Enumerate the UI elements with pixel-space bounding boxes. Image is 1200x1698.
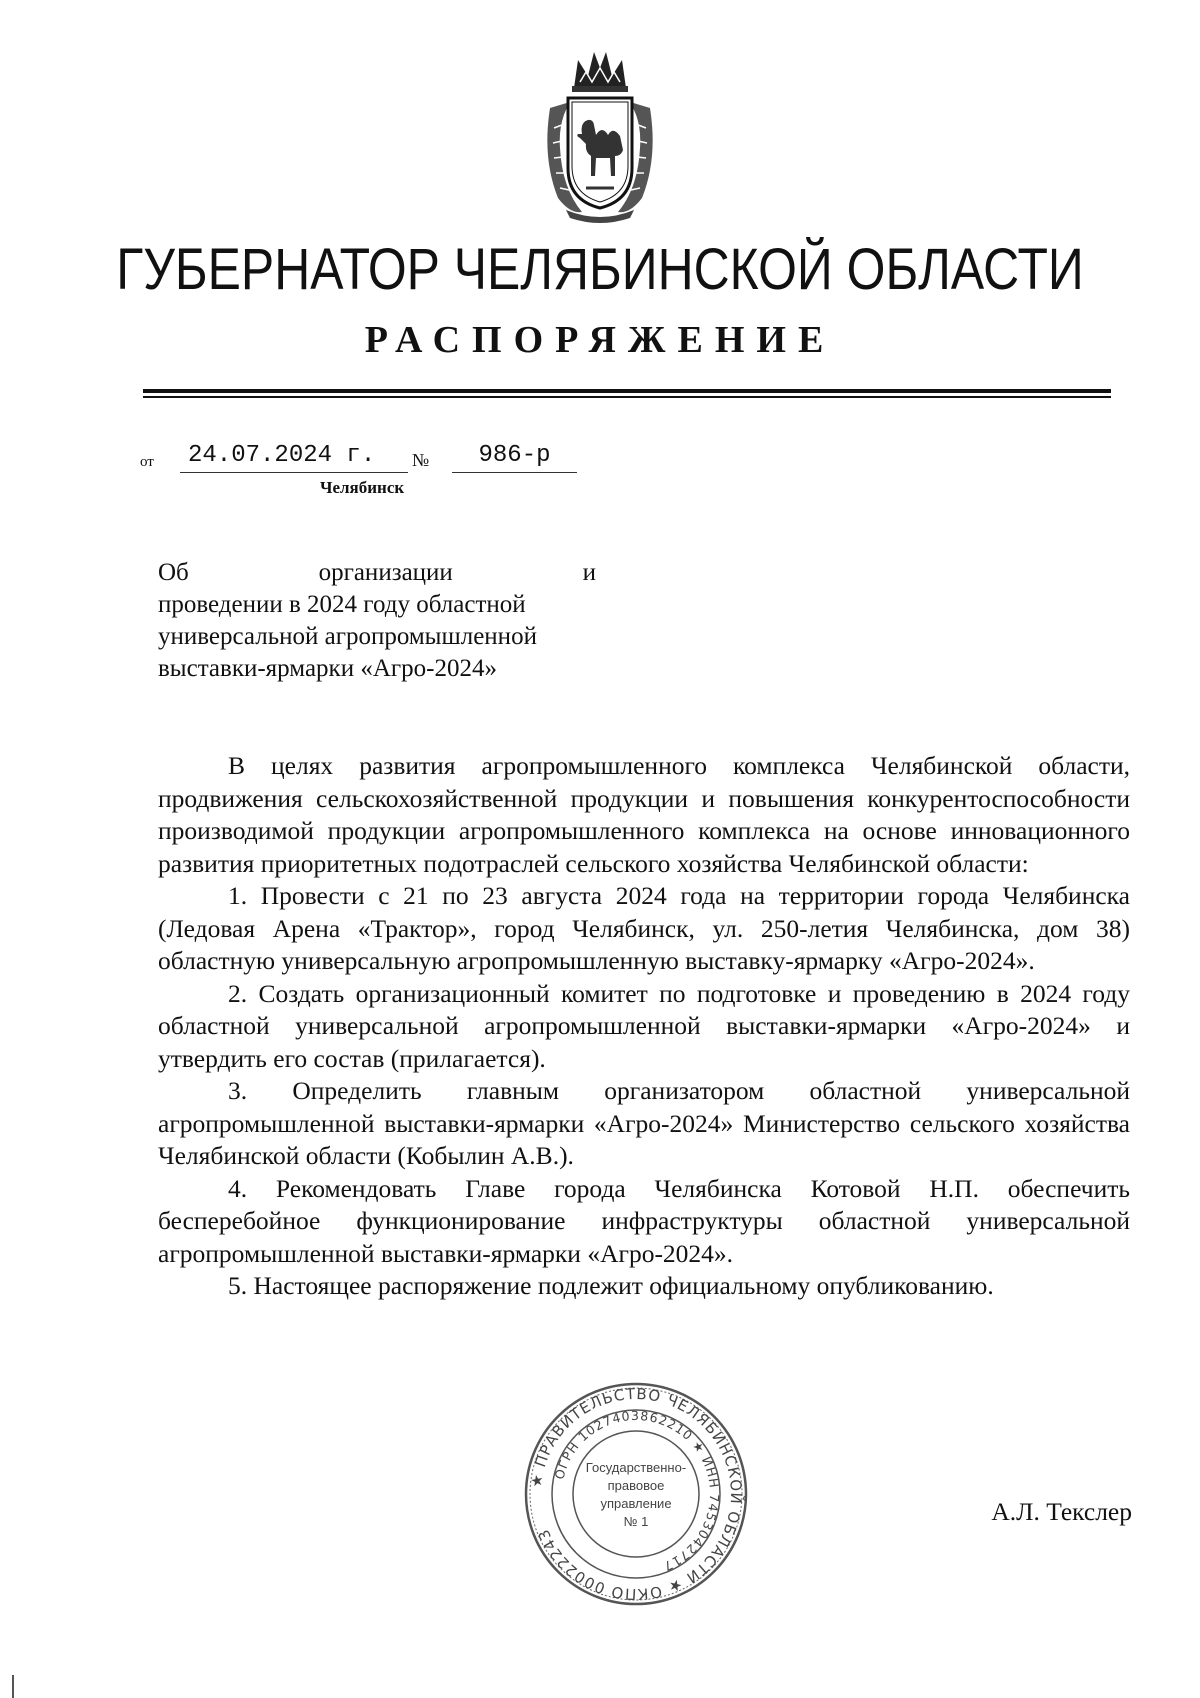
subject-line: Об организации и — [158, 559, 596, 586]
stamp-outer-text: ★ ПРАВИТЕЛЬСТВО ЧЕЛЯБИНСКОЙ ОБЛАСТИ ★ ОКПО 00022243 — [527, 1384, 746, 1604]
subject-line: выставки-ярмарки «Агро-2024» — [158, 655, 497, 682]
stamp-center-line: управление — [600, 1496, 672, 1511]
scan-margin-mark — [12, 1675, 14, 1698]
number-label: № — [412, 450, 430, 470]
order-item-1: 1. Провести с 21 по 23 августа 2024 года на территории города Челябинска (Ледовая Арена «Трактор», город Челябинск, ул. 250-летия Челябинска, дом 38) областную универсальную агропромышленную выставку-ярмарку «Агро-2024». — [158, 881, 1130, 975]
subject-line: проведении в 2024 году областной — [158, 591, 526, 618]
stamp-inner-text: ОГРН 1027403862210 ★ ИНН 7453042717 — [551, 1407, 723, 1575]
issuing-authority: ГУБЕРНАТОР ЧЕЛЯБИНСКОЙ ОБЛАСТИ — [116, 237, 1084, 302]
preamble-paragraph: В целях развития агропромышленного комплекса Челябинской области, продвижения сельскохозяйственной продукции и повышения конкурентоспособности производимой продукции агропромышленного комплекса на основе инновационного развития приоритетных подотраслей сельского хозяйства Челябинской области: — [158, 751, 1130, 878]
city-label: Челябинск — [320, 478, 405, 497]
document-body — [158, 750, 1130, 1303]
document-type: РАСПОРЯЖЕНИЕ — [364, 319, 836, 361]
header-rule-thick — [143, 389, 1111, 393]
official-stamp-icon — [522, 1380, 750, 1608]
document-date: 24.07.2024 г. — [180, 442, 408, 473]
stamp-center-line: правовое — [607, 1478, 665, 1493]
document-subject — [158, 557, 596, 685]
from-label: от — [140, 454, 154, 470]
order-item-3: 3. Определить главным организатором областной универсальной агропромышленной выставки-ярмарки «Агро-2024» Министерство сельского хозяйства Челябинской области (Кобылин А.В.). — [158, 1076, 1130, 1170]
stamp-center-line: Государственно- — [585, 1460, 687, 1475]
subject-line: универсальной агропромышленной — [158, 623, 537, 650]
order-item-4: 4. Рекомендовать Главе города Челябинска Котовой Н.П. обеспечить бесперебойное функционирование инфраструктуры областной универсальной агропромышленной выставки-ярмарки «Агро-2024». — [158, 1173, 1130, 1268]
order-item-2: 2. Создать организационный комитет по подготовке и проведению в 2024 году областной универсальной агропромышленной выставки-ярмарки «Агро-2024» и утвердить его состав (прилагается). — [158, 978, 1130, 1073]
document-number: 986-р — [452, 442, 577, 473]
order-item-5: 5. Настоящее распоряжение подлежит официальному опубликованию. — [228, 1271, 994, 1300]
header-rule-thin — [143, 396, 1111, 398]
coat-of-arms-icon — [540, 38, 660, 224]
signatory-name: А.Л. Текслер — [991, 1497, 1132, 1526]
stamp-center-line: № 1 — [623, 1514, 649, 1529]
